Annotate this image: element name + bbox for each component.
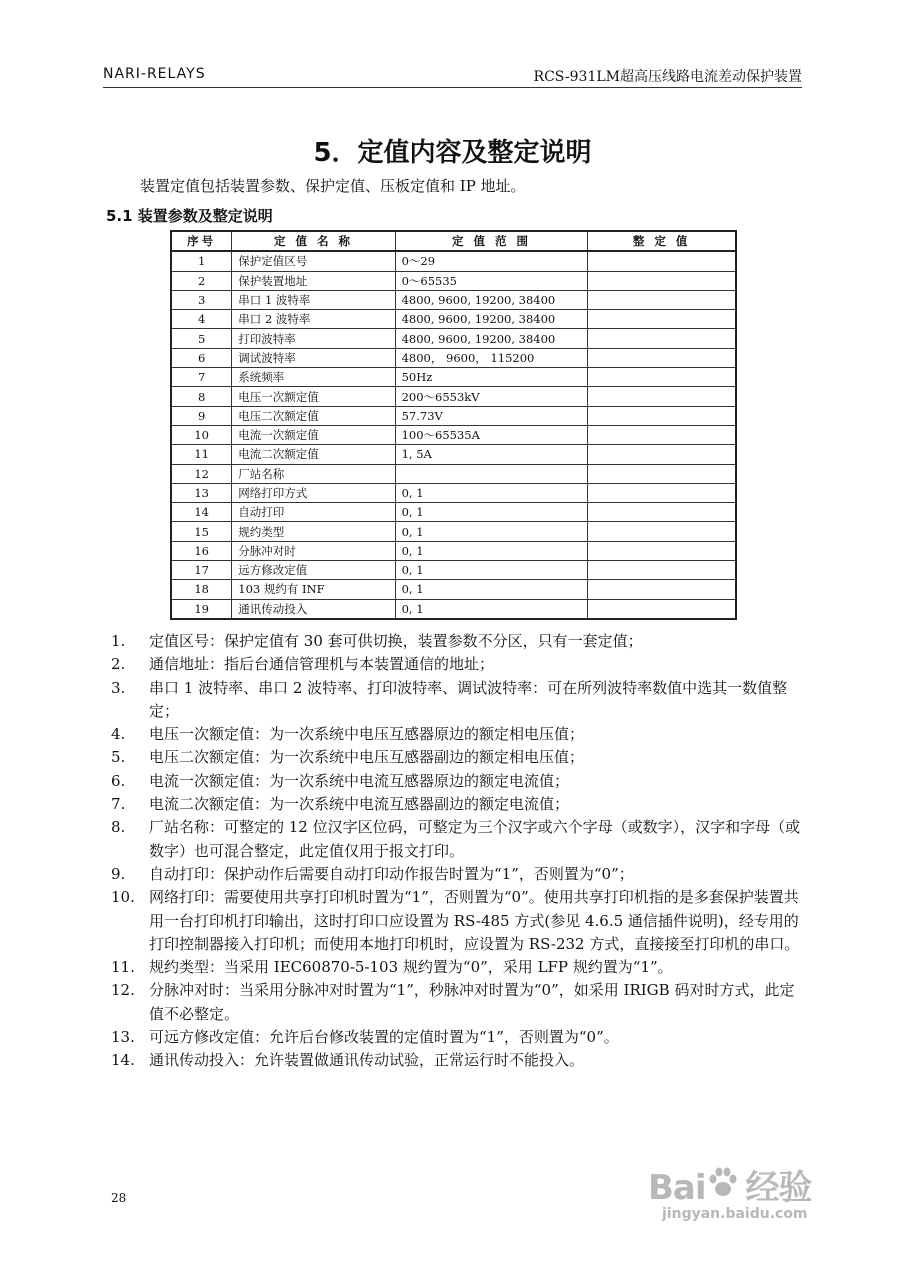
header-no: 序号 xyxy=(171,231,232,251)
cell-range: 200～6553kV xyxy=(395,387,588,406)
cell-name: 自动打印 xyxy=(232,503,395,522)
cell-range: 4800, 9600, 19200, 38400 xyxy=(395,329,588,348)
table-row xyxy=(171,599,736,619)
table-row xyxy=(171,251,736,271)
notes-list xyxy=(111,630,801,1073)
section-title: 5.1 装置参数及整定说明 xyxy=(106,207,273,225)
cell-range: 0, 1 xyxy=(395,580,588,599)
cell-name: 电流二次额定值 xyxy=(232,445,395,464)
cell-no: 13 xyxy=(171,483,232,502)
cell-value xyxy=(588,406,736,425)
cell-range: 100～65535A xyxy=(395,425,588,444)
cell-range xyxy=(395,464,588,483)
chapter-title: 5．定值内容及整定说明 xyxy=(313,138,592,168)
cell-name: 网络打印方式 xyxy=(232,483,395,502)
cell-range: 4800, 9600, 19200, 38400 xyxy=(395,310,588,329)
table-row xyxy=(171,387,736,406)
note-item xyxy=(111,956,801,979)
cell-no: 9 xyxy=(171,406,232,425)
cell-name: 保护装置地址 xyxy=(232,271,395,290)
note-number: 11. xyxy=(111,958,135,977)
cell-range: 0, 1 xyxy=(395,503,588,522)
note-text: 电流二次额定值：为一次系统中电流互感器副边的额定电流值； xyxy=(149,795,570,814)
note-text: 自动打印：保护动作后需要自动打印动作报告时置为“1”，否则置为“0”； xyxy=(149,864,634,883)
table-row xyxy=(171,348,736,367)
note-text: 通信地址：指后台通信管理机与本装置通信的地址； xyxy=(149,655,495,674)
cell-no: 17 xyxy=(171,561,232,580)
cell-value xyxy=(588,503,736,522)
note-number: 10. xyxy=(111,888,135,907)
cell-value xyxy=(588,251,736,271)
table-row xyxy=(171,425,736,444)
note-number: 9. xyxy=(111,864,126,883)
cell-name: 通讯传动投入 xyxy=(232,599,395,619)
cell-no: 2 xyxy=(171,271,232,290)
cell-name: 串口 2 波特率 xyxy=(232,310,395,329)
cell-value xyxy=(588,387,736,406)
cell-name: 厂站名称 xyxy=(232,464,395,483)
table-row xyxy=(171,541,736,560)
cell-range: 0, 1 xyxy=(395,561,588,580)
cell-no: 12 xyxy=(171,464,232,483)
cell-range: 0～65535 xyxy=(395,271,588,290)
table-row xyxy=(171,522,736,541)
note-item xyxy=(111,793,801,816)
cell-value xyxy=(588,348,736,367)
watermark-brand-text: Bai xyxy=(648,1168,706,1208)
cell-name: 远方修改定值 xyxy=(232,561,395,580)
cell-value xyxy=(588,483,736,502)
note-item xyxy=(111,863,801,886)
note-number: 13. xyxy=(111,1028,135,1047)
note-number: 12. xyxy=(111,981,135,1000)
cell-no: 15 xyxy=(171,522,232,541)
table-row xyxy=(171,406,736,425)
header-range: 定 值 范 围 xyxy=(395,231,588,251)
cell-name: 电压二次额定值 xyxy=(232,406,395,425)
note-text: 串口 1 波特率、串口 2 波特率、打印波特率、调试波特率：可在所列波特率数值中选其一数值整定； xyxy=(149,678,788,720)
note-item xyxy=(111,653,801,676)
watermark-url: jingyan.baidu.com xyxy=(662,1206,808,1222)
cell-range: 1, 5A xyxy=(395,445,588,464)
cell-name: 调试波特率 xyxy=(232,348,395,367)
note-text: 通讯传动投入：允许装置做通讯传动试验，正常运行时不能投入。 xyxy=(149,1051,585,1070)
table-row xyxy=(171,503,736,522)
watermark-brand-suffix: 经验 xyxy=(745,1168,812,1208)
cell-value xyxy=(588,425,736,444)
cell-value xyxy=(588,599,736,619)
note-number: 7. xyxy=(111,795,126,814)
note-number: 5. xyxy=(111,748,126,767)
cell-name: 串口 1 波特率 xyxy=(232,290,395,309)
note-item xyxy=(111,1026,801,1049)
cell-range: 50Hz xyxy=(395,368,588,387)
header-divider xyxy=(103,87,802,88)
note-number: 8. xyxy=(111,818,126,837)
header-name: 定 值 名 称 xyxy=(232,231,395,251)
table-row xyxy=(171,271,736,290)
cell-value xyxy=(588,541,736,560)
cell-range: 4800, 9600, 19200, 38400 xyxy=(395,290,588,309)
cell-range: 4800， 9600， 115200 xyxy=(395,348,588,367)
cell-no: 18 xyxy=(171,580,232,599)
cell-no: 8 xyxy=(171,387,232,406)
cell-value xyxy=(588,522,736,541)
cell-value xyxy=(588,329,736,348)
cell-no: 11 xyxy=(171,445,232,464)
cell-name: 系统频率 xyxy=(232,368,395,387)
header-value: 整 定 值 xyxy=(588,231,736,251)
note-text: 可远方修改定值：允许后台修改装置的定值时置为“1”，否则置为“0”。 xyxy=(149,1028,619,1047)
table-body xyxy=(171,251,736,619)
note-item xyxy=(111,816,801,863)
cell-no: 14 xyxy=(171,503,232,522)
cell-no: 16 xyxy=(171,541,232,560)
cell-value xyxy=(588,561,736,580)
note-text: 电压二次额定值：为一次系统中电压互感器副边的额定相电压值； xyxy=(149,748,585,767)
cell-name: 保护定值区号 xyxy=(232,251,395,271)
table-row xyxy=(171,290,736,309)
table-row xyxy=(171,310,736,329)
table-row xyxy=(171,368,736,387)
cell-value xyxy=(588,464,736,483)
note-item xyxy=(111,1049,801,1072)
cell-no: 4 xyxy=(171,310,232,329)
cell-no: 7 xyxy=(171,368,232,387)
paw-icon xyxy=(706,1166,740,1200)
note-item xyxy=(111,677,801,724)
note-text: 电流一次额定值：为一次系统中电流互感器原边的额定电流值； xyxy=(149,771,570,790)
note-item xyxy=(111,979,801,1026)
cell-name: 分脉冲对时 xyxy=(232,541,395,560)
cell-range: 57.73V xyxy=(395,406,588,425)
cell-range: 0, 1 xyxy=(395,483,588,502)
note-text: 定值区号：保护定值有 30 套可供切换，装置参数不分区，只有一套定值； xyxy=(149,632,643,650)
note-number: 3. xyxy=(111,678,126,697)
note-text: 分脉冲对时：当采用分脉冲对时置为“1”，秒脉冲对时置为“0”，如采用 IRIGB 码对时方式，此定值不必整定。 xyxy=(149,981,795,1023)
cell-value xyxy=(588,368,736,387)
intro-paragraph: 装置定值包括装置参数、保护定值、压板定值和 IP 地址。 xyxy=(140,177,526,195)
table-row xyxy=(171,329,736,348)
page-number: 28 xyxy=(111,1191,127,1205)
table-row xyxy=(171,483,736,502)
cell-name: 电压一次额定值 xyxy=(232,387,395,406)
cell-range: 0～29 xyxy=(395,251,588,271)
cell-range: 0, 1 xyxy=(395,522,588,541)
cell-value xyxy=(588,271,736,290)
note-number: 4. xyxy=(111,725,126,744)
cell-name: 103 规约有 INF xyxy=(232,580,395,599)
table-row xyxy=(171,580,736,599)
cell-no: 6 xyxy=(171,348,232,367)
header-right-title: RCS-931LM超高压线路电流差动保护装置 xyxy=(533,69,802,85)
cell-range: 0, 1 xyxy=(395,599,588,619)
cell-no: 1 xyxy=(171,251,232,271)
note-item xyxy=(111,886,801,956)
cell-name: 打印波特率 xyxy=(232,329,395,348)
cell-no: 10 xyxy=(171,425,232,444)
cell-value xyxy=(588,310,736,329)
table-header-row xyxy=(171,231,736,251)
table-row xyxy=(171,464,736,483)
cell-no: 19 xyxy=(171,599,232,619)
note-text: 规约类型：当采用 IEC60870-5-103 规约置为“0”，采用 LFP 规约置为“1”。 xyxy=(149,958,673,977)
note-text: 电压一次额定值：为一次系统中电压互感器原边的额定相电压值； xyxy=(149,725,585,744)
parameter-table xyxy=(170,230,737,620)
note-text: 网络打印：需要使用共享打印机时置为“1”，否则置为“0”。使用共享打印机指的是多套保护装置共用一台打印机打印输出，这时打印口应设置为 RS-485 方式(参见 4.6.5 通信插件说明)，经专用的打印控制器接入打印机；而使用本地打印机时，应设置为 RS-232 方式，直接接至打印机的串口。 xyxy=(149,888,800,953)
note-number: 2. xyxy=(111,655,126,674)
cell-value xyxy=(588,290,736,309)
cell-value xyxy=(588,580,736,599)
cell-range: 0, 1 xyxy=(395,541,588,560)
table-row xyxy=(171,445,736,464)
cell-value xyxy=(588,445,736,464)
note-number: 14. xyxy=(111,1051,135,1070)
table-row xyxy=(171,561,736,580)
cell-no: 5 xyxy=(171,329,232,348)
cell-no: 3 xyxy=(171,290,232,309)
cell-name: 规约类型 xyxy=(232,522,395,541)
note-number: 1. xyxy=(111,632,126,650)
note-item xyxy=(111,746,801,769)
note-item xyxy=(111,630,801,653)
watermark xyxy=(648,1160,848,1240)
note-item xyxy=(111,723,801,746)
cell-name: 电流一次额定值 xyxy=(232,425,395,444)
note-number: 6. xyxy=(111,771,126,790)
note-item xyxy=(111,770,801,793)
header-left-brand: NARI-RELAYS xyxy=(103,66,206,82)
note-text: 厂站名称：可整定的 12 位汉字区位码，可整定为三个汉字或六个字母（或数字），汉字和字母（或数字）也可混合整定，此定值仅用于报文打印。 xyxy=(149,818,801,860)
